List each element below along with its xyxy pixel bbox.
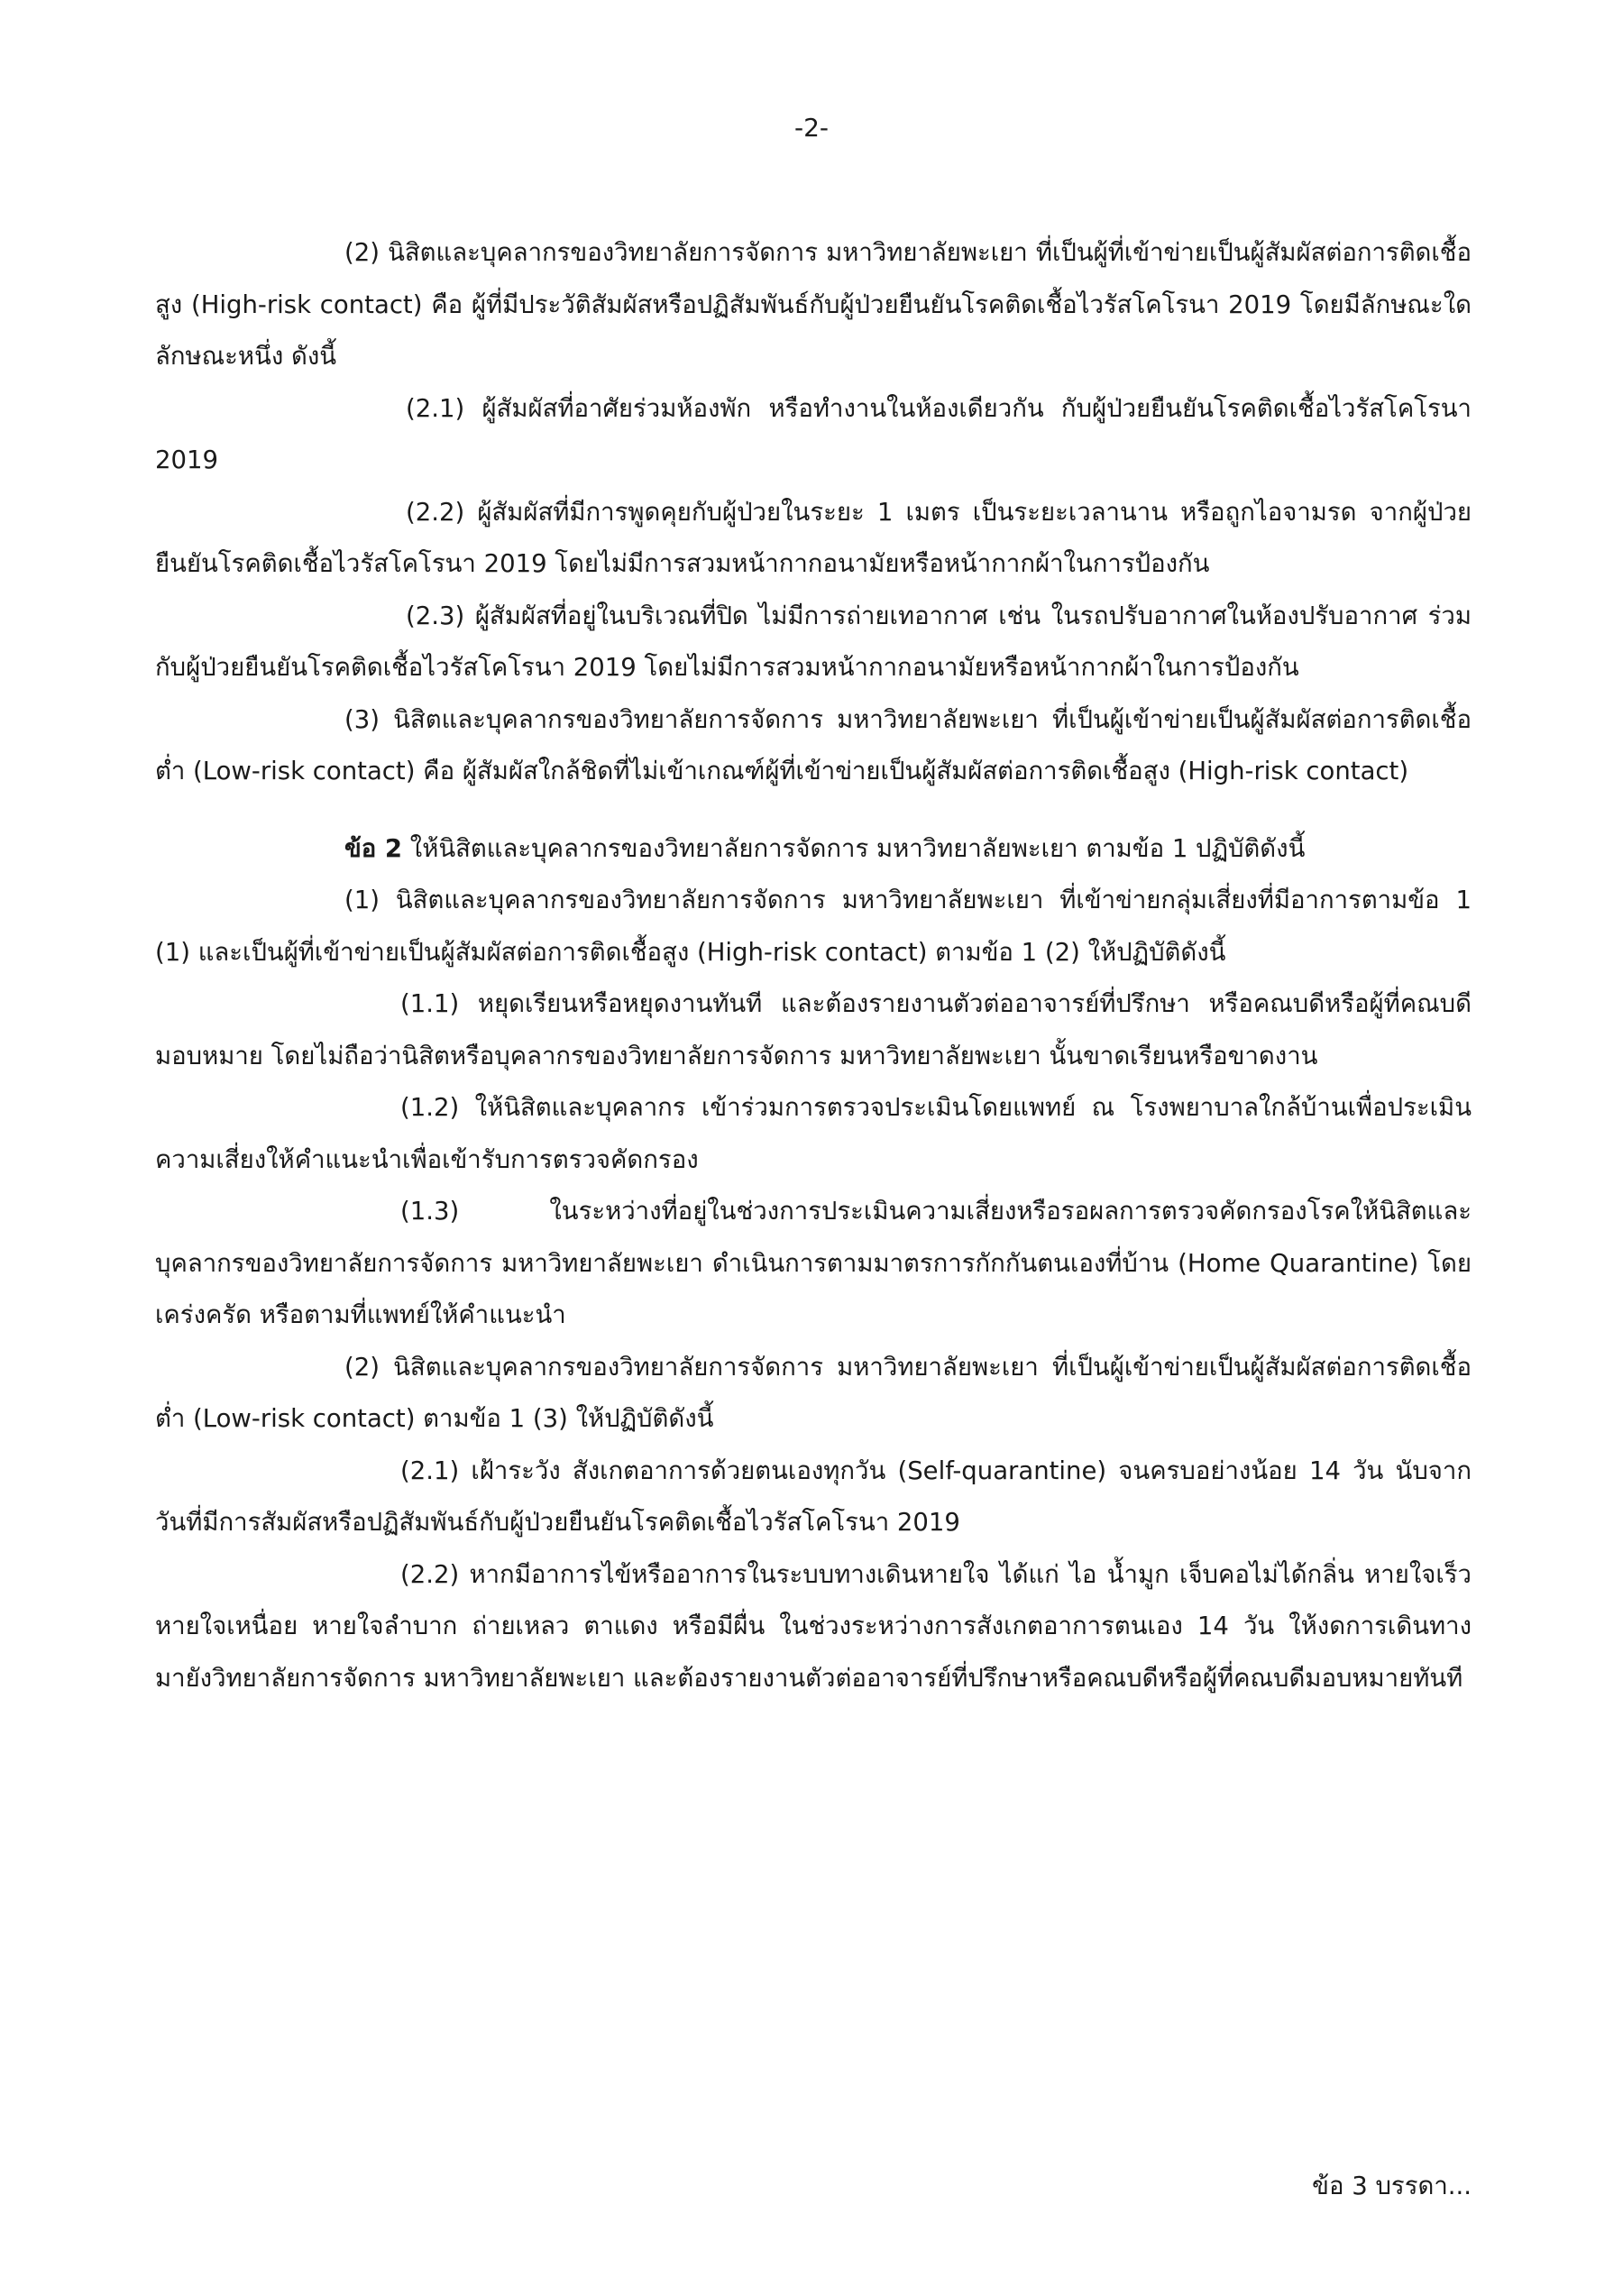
- paragraph-2-3: (2.3) ผู้สัมผัสที่อยู่ในบริเวณที่ปิด ไม่มีการถ่ายเทอากาศ เช่น ในรถปรับอากาศในห้องปรับอากาศ ร่วมกับผู้ป่วยยืนยันโรคติดเชื้อไวรัสโคโรนา 2019 โดยไม่มีการสวมหน้ากากอนามัยหรือหน้ากากผ้าในการป้องกัน: [155, 601, 1472, 682]
- section-2-paragraph: [155, 823, 1472, 876]
- paragraph-s2-1-3: (1.3) ในระหว่างที่อยู่ในช่วงการประเมินความเสี่ยงหรือรอผลการตรวจคัดกรองโรคให้นิสิตและบุคลากรของวิทยาลัยการจัดการ มหาวิทยาลัยพะเยา ดำเนินการตามมาตรการกักกันตนเองที่บ้าน (Home Quarantine) โดยเคร่งครัด หรือตามที่แพทย์ให้คำแนะนำ: [155, 1197, 1472, 1329]
- paragraph-s2-1: (1) นิสิตและบุคลากรของวิทยาลัยการจัดการ มหาวิทยาลัยพะเยา ที่เข้าข่ายกลุ่มเสี่ยงที่มีอาการตามข้อ 1 (1) และเป็นผู้ที่เข้าข่ายเป็นผู้สัมผัสต่อการติดเชื้อสูง (High-risk contact) ตามข้อ 1 (2) ให้ปฏิบัติดังนี้: [155, 886, 1472, 967]
- paragraph-2-2: (2.2) ผู้สัมผัสที่มีการพูดคุยกับผู้ป่วยในระยะ 1 เมตร เป็นระยะเวลานาน หรือถูกไอจามรด จากผู้ป่วยยืนยันโรคติดเชื้อไวรัสโคโรนา 2019 โดยไม่มีการสวมหน้ากากอนามัยหรือหน้ากากผ้าในการป้องกัน: [155, 497, 1472, 578]
- paragraph-s2-2-1: (2.1) เฝ้าระวัง สังเกตอาการด้วยตนเองทุกวัน (Self-quarantine) จนครบอย่างน้อย 14 วัน นับจากวันที่มีการสัมผัสหรือปฏิสัมพันธ์กับผู้ป่วยยืนยันโรคติดเชื้อไวรัสโคโรนา 2019: [155, 1456, 1472, 1537]
- paragraph-s2-2: (2) นิสิตและบุคลากรของวิทยาลัยการจัดการ มหาวิทยาลัยพะเยา ที่เป็นผู้เข้าข่ายเป็นผู้สัมผัสต่อการติดเชื้อต่ำ (Low-risk contact) ตามข้อ 1 (3) ให้ปฏิบัติดังนี้: [155, 1352, 1472, 1433]
- paragraph-s2-2-2: (2.2) หากมีอาการไข้หรืออาการในระบบทางเดินหายใจ ได้แก่ ไอ น้ำมูก เจ็บคอไม่ได้กลิ่น หายใจเร็ว หายใจเหนื่อย หายใจลำบาก ถ่ายเหลว ตาแดง หรือมีผื่น ในช่วงระหว่างการสังเกตอาการตนเอง 14 วัน ให้งดการเดินทางมายังวิทยาลัยการจัดการ มหาวิทยาลัยพะเยา และต้องรายงานตัวต่ออาจารย์ที่ปรึกษาหรือคณบดีหรือผู้ที่คณบดีมอบหมายทันที: [155, 1559, 1472, 1693]
- section-2-heading: ข้อ 2: [344, 833, 403, 863]
- paragraph-s2-1-1: (1.1) หยุดเรียนหรือหยุดงานทันที และต้องรายงานตัวต่ออาจารย์ที่ปรึกษา หรือคณบดีหรือผู้ที่คณบดีมอบหมาย โดยไม่ถือว่านิสิตหรือบุคลากรของวิทยาลัยการจัดการ มหาวิทยาลัยพะเยา นั้นขาดเรียนหรือขาดงาน: [155, 989, 1472, 1070]
- section-2-text: ให้นิสิตและบุคลากรของวิทยาลัยการจัดการ มหาวิทยาลัยพะเยา ตามข้อ 1 ปฏิบัติดังนี้: [402, 833, 1306, 863]
- document-body: [155, 227, 1472, 1704]
- paragraph-3: (3) นิสิตและบุคลากรของวิทยาลัยการจัดการ มหาวิทยาลัยพะเยา ที่เป็นผู้เข้าข่ายเป็นผู้สัมผัสต่อการติดเชื้อต่ำ (Low-risk contact) คือ ผู้สัมผัสใกล้ชิดที่ไม่เข้าเกณฑ์ผู้ที่เข้าข่ายเป็นผู้สัมผัสต่อการติดเชื้อสูง (High-risk contact): [155, 704, 1472, 785]
- paragraph-2-1: (2.1) ผู้สัมผัสที่อาศัยร่วมห้องพัก หรือทำงานในห้องเดียวกัน กับผู้ป่วยยืนยันโรคติดเชื้อไวรัสโคโรนา 2019: [155, 393, 1472, 474]
- paragraph-s2-1-2: (1.2) ให้นิสิตและบุคลากร เข้าร่วมการตรวจประเมินโดยแพทย์ ณ โรงพยาบาลใกล้บ้านเพื่อประเมินความเสี่ยงให้คำแนะนำเพื่อเข้ารับการตรวจคัดกรอง: [155, 1093, 1472, 1174]
- page-number: -2-: [793, 113, 830, 142]
- continuation-text: ข้อ 3 บรรดา...: [1312, 2172, 1472, 2200]
- paragraph-2: (2) นิสิตและบุคลากรของวิทยาลัยการจัดการ มหาวิทยาลัยพะเยา ที่เป็นผู้ที่เข้าข่ายเป็นผู้สัมผัสต่อการติดเชื้อสูง (High-risk contact) คือ ผู้ที่มีประวัติสัมผัสหรือปฏิสัมพันธ์กับผู้ป่วยยืนยันโรคติดเชื้อไวรัสโคโรนา 2019 โดยมีลักษณะใดลักษณะหนึ่ง ดังนี้: [155, 238, 1472, 371]
